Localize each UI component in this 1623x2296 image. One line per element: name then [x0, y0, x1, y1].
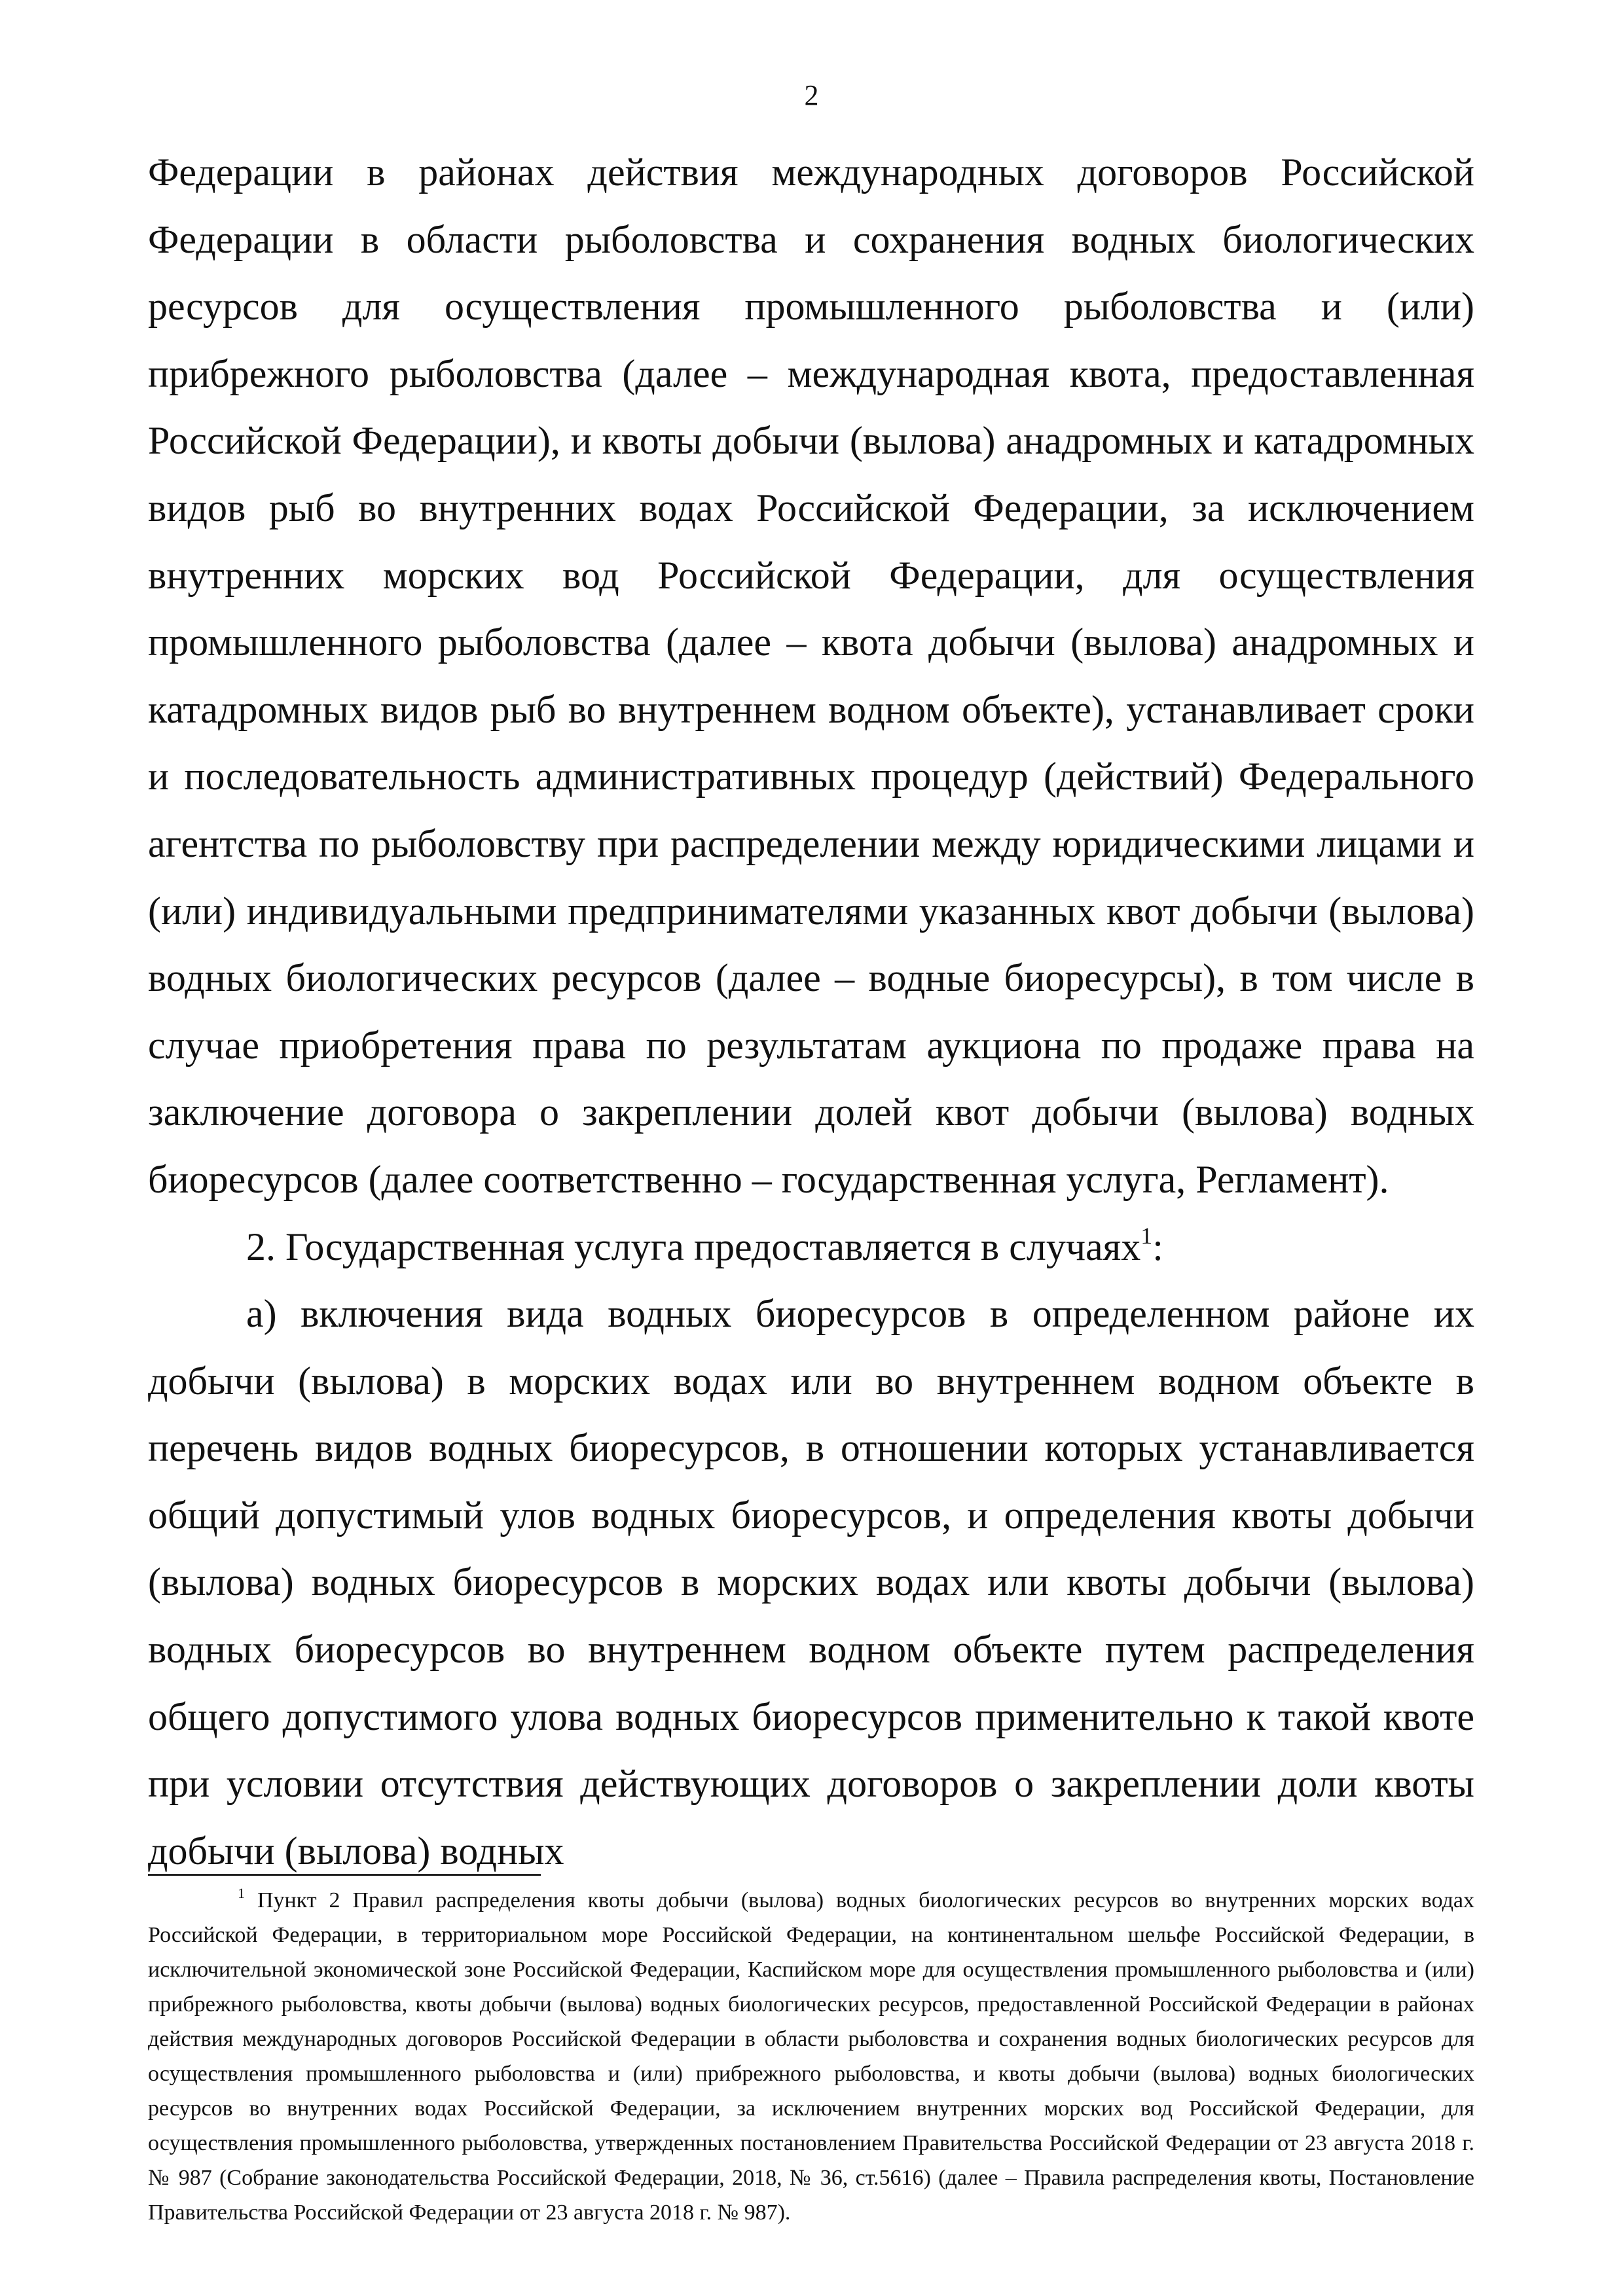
paragraph-continuation: Федерации в районах действия международных договоров Российской Федерации в области рыболовства и сохранения водных биологических ресурсов для осуществления промышленного рыболовства и (или) прибрежного рыболовства (далее – международная квота, предоставленная Российской Федерации), и квоты добычи (вылова) анадромных и катадромных видов рыб во внутренних водах Российской Федерации, за исключением внутренних морских вод Российской Федерации, для осуществления промышленного рыболовства (далее – квота добычи (вылова) анадромных и катадромных видов рыб во внутреннем водном объекте), устанавливает сроки и последовательность административных процедур (действий) Федерального агентства по рыболовству при распределении между юридическими лицами и (или) индивидуальными предпринимателями указанных квот добычи (вылова) водных биологических ресурсов (далее – водные биоресурсы), в том числе в случае приобретения права по результатам аукциона по продаже права на заключение договора о закреплении долей квот добычи (вылова) водных биоресурсов (далее соответственно – государственная услуга, Регламент). [148, 151, 1474, 1201]
paragraph-2-text: 2. Государственная услуга предоставляется в случаях [246, 1225, 1141, 1268]
paragraph-2a: а) включения вида водных биоресурсов в определенном районе их добычи (вылова) в морских водах или во внутреннем водном объекте в перечень видов водных биоресурсов, в отношении которых устанавливается общий допустимый улов водных биоресурсов, и определения квоты добычи (вылова) водных биоресурсов в морских водах или квоты добычи (вылова) водных биоресурсов во внутреннем водном объекте путем распределения общего допустимого улова водных биоресурсов применительно к такой квоте при условии отсутствия действующих договоров о закреплении доли квоты добычи (вылова) водных [148, 1292, 1474, 1873]
footnote-marker: 1 [238, 1884, 245, 1901]
footnote-separator [148, 1874, 541, 1876]
paragraph-2 [148, 1213, 1474, 1281]
body-text [148, 139, 1474, 1884]
footnote [148, 1883, 1474, 2230]
footnote-reference[interactable]: 1 [1140, 1222, 1153, 1249]
footnote-text: Пункт 2 Правил распределения квоты добычи (вылова) водных биологических ресурсов во внутренних морских водах Российской Федерации, в территориальном море Российской Федерации, на континентальном шельфе Российской Федерации, в исключительной экономической зоне Российской Федерации, Каспийском море для осуществления промышленного рыболовства и (или) прибрежного рыболовства, квоты добычи (вылова) водных биологических ресурсов, предоставленной Российской Федерации в районах действия международных договоров Российской Федерации в области рыболовства и сохранения водных биологических ресурсов для осуществления промышленного рыболовства и (или) прибрежного рыболовства, и квоты добычи (вылова) водных биологических ресурсов во внутренних водах Российской Федерации, за исключением внутренних морских вод Российской Федерации, для осуществления промышленного рыболовства, утвержденных постановлением Правительства Российской Федерации от 23 августа 2018 г. № 987 (Собрание законодательства Российской Федерации, 2018, № 36, ст.5616) (далее – Правила распределения квоты, Постановление Правительства Российской Федерации от 23 августа 2018 г. № 987). [148, 1888, 1475, 2225]
paragraph-2-tail: : [1152, 1225, 1163, 1268]
page-number: 2 [804, 79, 819, 111]
